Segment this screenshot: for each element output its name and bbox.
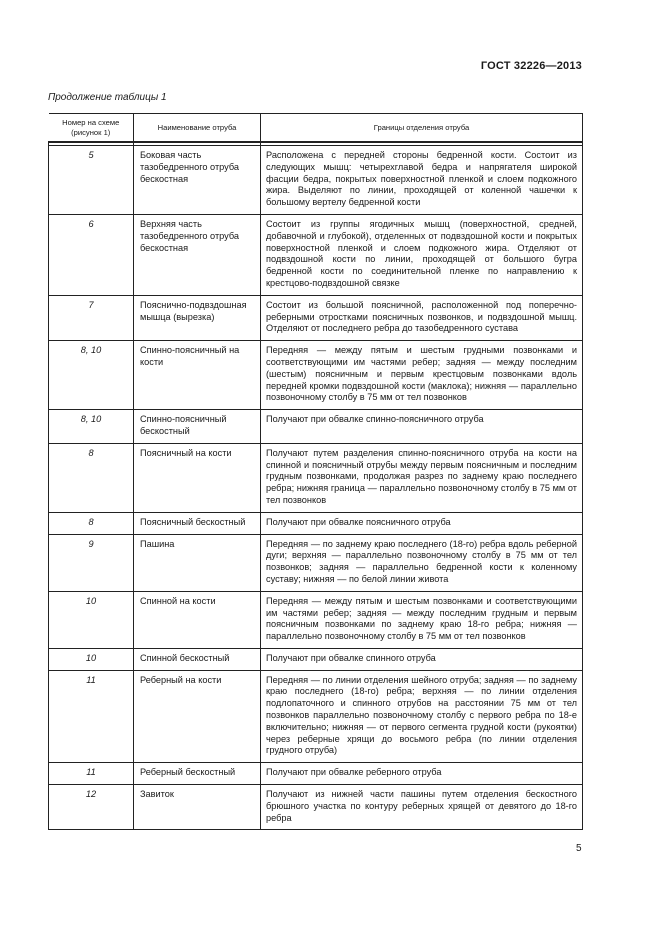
- table-row: [49, 512, 583, 534]
- page-number: 5: [576, 843, 582, 854]
- row-boundaries: Передняя — по заднему краю последнего (18-го) ребра вдоль реберной дуги; верхняя — параллельно позвоночному столбу в 75 мм от тел позвонков; задняя — параллельно бедренной кости к коленному суставу; нижняя — по белой линии живота: [261, 534, 583, 591]
- table-caption: Продолжение таблицы 1: [48, 92, 167, 103]
- table-row: [49, 443, 583, 512]
- row-cut-name: Пашина: [134, 534, 261, 591]
- row-number: 8, 10: [49, 410, 134, 444]
- row-cut-name: Спинной бескостный: [134, 648, 261, 670]
- table-row: [49, 214, 583, 295]
- table-row: [49, 410, 583, 444]
- table-row: [49, 648, 583, 670]
- row-boundaries: Получают при обвалке реберного отруба: [261, 763, 583, 785]
- row-number: 11: [49, 670, 134, 763]
- row-boundaries: Получают из нижней части пашины путем отделения бескостного брюшного участка по контуру реберных хрящей от девятого до 18-го ребра: [261, 785, 583, 830]
- table-row: [49, 670, 583, 763]
- table-row: [49, 534, 583, 591]
- row-boundaries: Состоит из большой поясничной, расположенной под поперечно-реберными отростками поясничных позвонков, и подвздошной мышц. Отделяют от последнего ребра до тазобедренного сустава: [261, 295, 583, 340]
- table-row: [49, 591, 583, 648]
- row-cut-name: Спинной на кости: [134, 591, 261, 648]
- row-cut-name: Верхняя часть тазобедренного отруба бескостная: [134, 214, 261, 295]
- row-boundaries: Получают путем разделения спинно-поясничного отруба на кости на спинной и поясничный отрубы между первым поясничным и последним грудным позвонками, продолжая разрез по заднему краю последнего ребра; нижняя граница — параллельно позвоночному столбу в 75 мм от тел позвонков: [261, 443, 583, 512]
- table-row: [49, 295, 583, 340]
- row-cut-name: Пояснично-подвздошная мышца (вырезка): [134, 295, 261, 340]
- row-boundaries: Передняя — между пятым и шестым грудными позвонками и соответствующими им частями ребер; задняя — между последним (шестым) поясничным и первым крестцовым позвонками вдоль передней кромки подвздошной кости (маклока); нижняя — параллельно позвоночному столбу в 75 мм от тел позвонков: [261, 341, 583, 410]
- row-boundaries: Получают при обвалке спинного отруба: [261, 648, 583, 670]
- row-cut-name: Спинно-поясничный бескостный: [134, 410, 261, 444]
- row-number: 6: [49, 214, 134, 295]
- table-row: [49, 763, 583, 785]
- column-header-name: Наименование отруба: [134, 114, 261, 143]
- row-number: 12: [49, 785, 134, 830]
- row-cut-name: Реберный на кости: [134, 670, 261, 763]
- row-number: 10: [49, 648, 134, 670]
- document-code: ГОСТ 32226—2013: [480, 60, 582, 72]
- row-number: 8, 10: [49, 341, 134, 410]
- row-number: 10: [49, 591, 134, 648]
- row-cut-name: Реберный бескостный: [134, 763, 261, 785]
- row-cut-name: Поясничный бескостный: [134, 512, 261, 534]
- row-number: 7: [49, 295, 134, 340]
- row-boundaries: Расположена с передней стороны бедренной кости. Состоит из следующих мышц: четырехглавой бедра и напрягателя широкой фасции бедра, покрытых поверхностной пленкой и слоем подкожного жира. Выделяют по линии, проходящей от коленной чашечки к большому вертелу бедренной кости: [261, 146, 583, 215]
- row-boundaries: Передняя — между пятым и шестым позвонками и соответствующими им частями ребер; задняя — между последним грудным и первым поясничным позвонками по заднему краю 18-го ребра; нижняя — параллельно позвоночному столбу в 75 мм от тел позвонков: [261, 591, 583, 648]
- row-cut-name: Поясничный на кости: [134, 443, 261, 512]
- row-cut-name: Спинно-поясничный на кости: [134, 341, 261, 410]
- table-row: [49, 146, 583, 215]
- table-header-row: [49, 114, 583, 143]
- row-number: 11: [49, 763, 134, 785]
- row-cut-name: Боковая часть тазобедренного отруба бескостная: [134, 146, 261, 215]
- column-header-number: Номер на схеме (рисунок 1): [49, 114, 134, 143]
- row-number: 8: [49, 443, 134, 512]
- table-row: [49, 785, 583, 830]
- row-cut-name: Завиток: [134, 785, 261, 830]
- row-boundaries: Передняя — по линии отделения шейного отруба; задняя — по заднему краю последнего (18-го) ребра; верхняя — по линии отделения подлопаточного и спинного отрубов на расстоянии 75 мм от тел позвонков параллельно позвоночному столбу с первого ребра по 18-е включительно; нижняя — от первого сегмента грудной кости (рукоятки) через реберные хрящи до восьмого ребра (по линии отделения грудного отруба): [261, 670, 583, 763]
- row-number: 8: [49, 512, 134, 534]
- row-number: 5: [49, 146, 134, 215]
- row-number: 9: [49, 534, 134, 591]
- cuts-table: [48, 113, 583, 830]
- row-boundaries: Получают при обвалке поясничного отруба: [261, 512, 583, 534]
- row-boundaries: Получают при обвалке спинно-поясничного отруба: [261, 410, 583, 444]
- table-row: [49, 341, 583, 410]
- row-boundaries: Состоит из группы ягодичных мышц (поверхностной, средней, добавочной и глубокой), отделенных от подвздошной кости и покрытых поверхностной пленкой и слоем подкожного жира. Отделяют от подвздошной кости по линии, проходящей от большого бугра бедренной кости по соединительной пленке по направлению к крестцово-подвздошной связке: [261, 214, 583, 295]
- column-header-boundaries: Границы отделения отруба: [261, 114, 583, 143]
